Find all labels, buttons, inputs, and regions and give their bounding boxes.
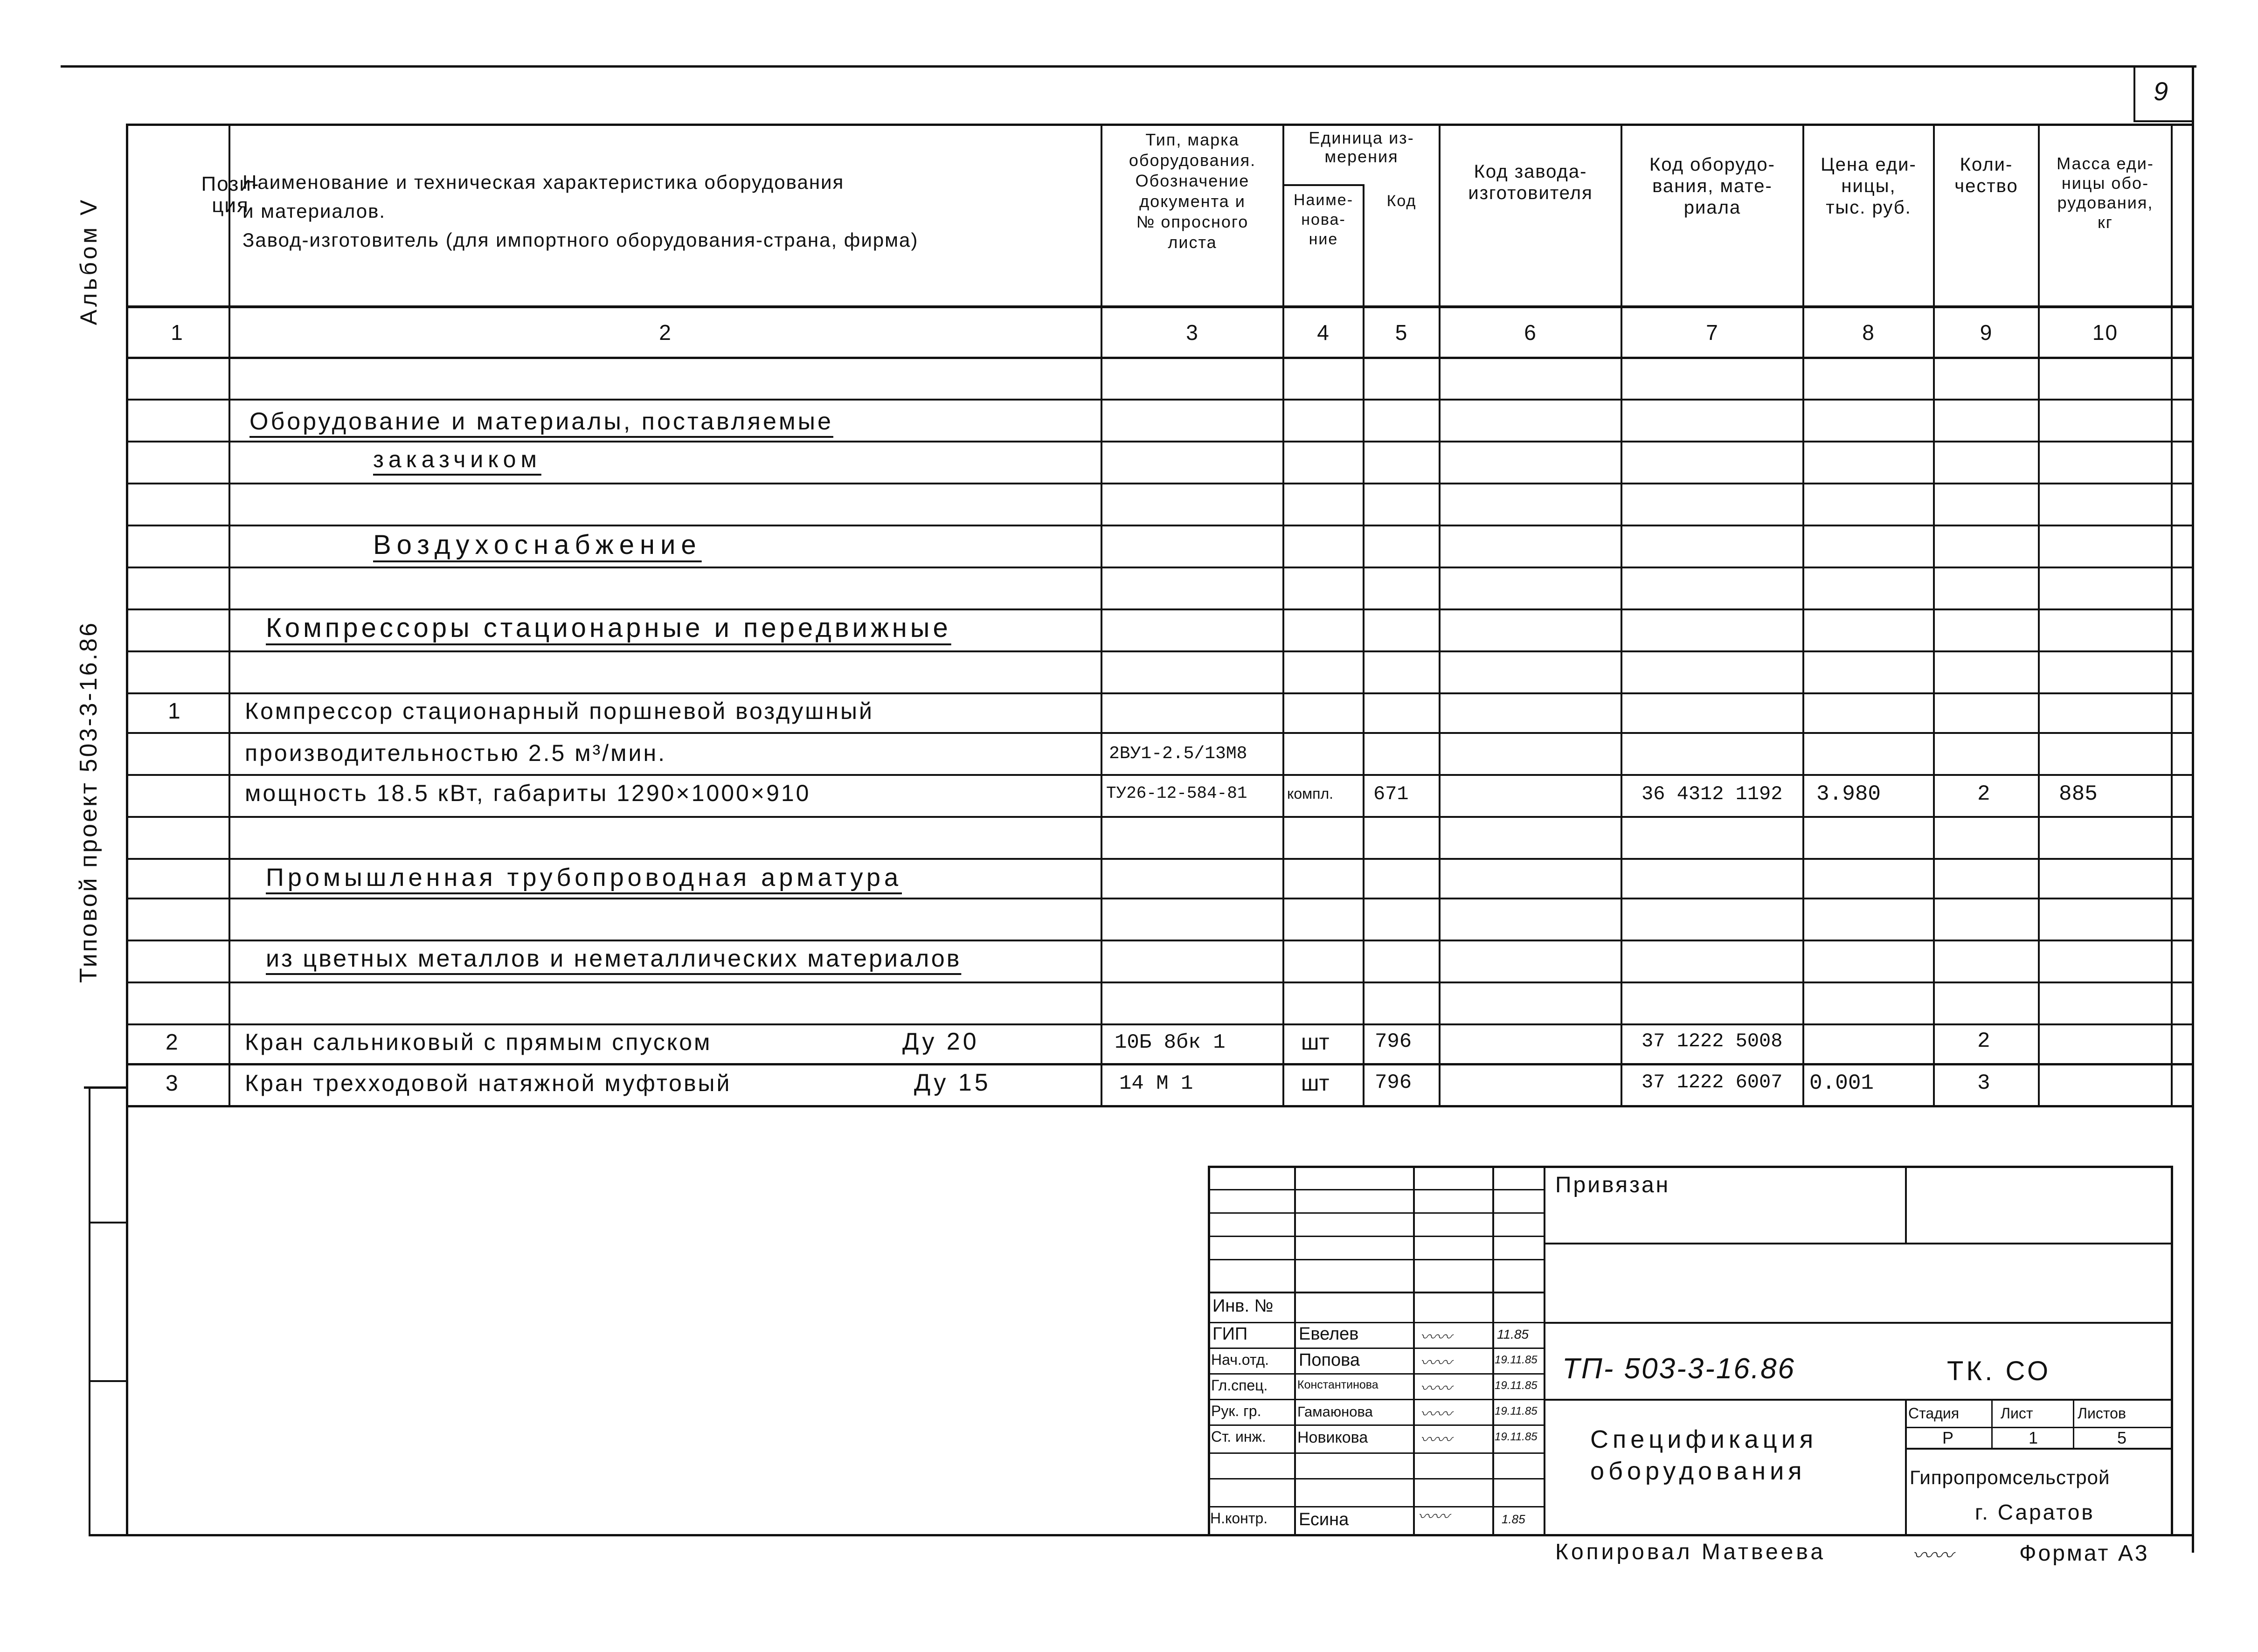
section-title-valves: Промышленная трубопроводная арматура — [266, 864, 902, 892]
signer-role-5: Ст. инж. — [1211, 1428, 1266, 1445]
header-name: Наименование и техническая характеристика оборудования и материалов. Завод-изготовитель (для импортного оборудования-страна, фирма) — [242, 171, 919, 251]
inventory-number-label: Инв. № — [1212, 1296, 1274, 1316]
document-title-line2: оборудования — [1590, 1457, 1806, 1485]
signature-5: 〰〰 — [1420, 1431, 1452, 1449]
section-title-valves-cont: из цветных металлов и неметаллических материалов — [266, 945, 962, 972]
row1-unit: компл. — [1287, 785, 1334, 802]
stage-label: Стадия — [1908, 1405, 1960, 1422]
organization-name: Гипропромсельстрой — [1910, 1466, 2110, 1488]
col-number-8: 8 — [1862, 320, 1875, 345]
row1-price: 3.980 — [1816, 782, 1881, 806]
signer-date-4: 19.11.85 — [1495, 1405, 1538, 1417]
row3-nominal-diameter: Ду 15 — [914, 1069, 991, 1096]
header-position: Пози- ция — [201, 173, 260, 217]
row3-type: 14 М 1 — [1119, 1072, 1193, 1095]
header-unit: Единица из- мерения — [1309, 128, 1414, 166]
col-number-6: 6 — [1524, 320, 1537, 345]
control-role: Н.контр. — [1210, 1510, 1268, 1527]
sheet-number: 9 — [2154, 76, 2168, 106]
signer-name-1: Евелев — [1299, 1324, 1359, 1344]
album-label: Альбом V — [76, 197, 102, 325]
header-unit-code: Код — [1386, 192, 1417, 210]
document-code: ТП- 503-3-16.86 — [1562, 1353, 1796, 1385]
sheets-label: Листов — [2078, 1405, 2126, 1422]
signer-name-4: Гамаюнова — [1297, 1403, 1373, 1420]
header-price: Цена еди- ницы, тыс. руб. — [1821, 154, 1917, 218]
row3-unit: шт — [1301, 1071, 1330, 1096]
col-number-5: 5 — [1395, 320, 1408, 345]
row3-price: 0.001 — [1809, 1071, 1874, 1095]
signature-3: 〰〰 — [1420, 1379, 1452, 1398]
row2-nominal-diameter: Ду 20 — [902, 1028, 979, 1055]
row2-unit-code: 796 — [1375, 1030, 1412, 1053]
row2-unit: шт — [1301, 1030, 1330, 1055]
col-number-9: 9 — [1980, 320, 1993, 345]
stage-value: Р — [1942, 1428, 1954, 1447]
row3-equipment-code: 37 1222 6007 — [1642, 1071, 1783, 1093]
section-title-compressors: Компрессоры стационарные и передвижные — [266, 613, 951, 643]
signature-1: 〰〰 — [1420, 1328, 1452, 1347]
sheet-value: 1 — [2029, 1428, 2038, 1447]
paper-format: Формат А3 — [2019, 1541, 2149, 1566]
project-label: Типовой проект 503-3-16.86 — [75, 621, 102, 983]
header-type: Тип, марка оборудования. Обозначение документа и № опросного листа — [1129, 130, 1256, 252]
section-title-supply: Оборудование и материалы, поставляемые — [249, 408, 833, 435]
signer-role-3: Гл.спец. — [1211, 1377, 1268, 1394]
signer-name-3: Константинова — [1297, 1378, 1378, 1391]
signer-role-2: Нач.отд. — [1211, 1351, 1269, 1368]
col-number-4: 4 — [1317, 320, 1330, 345]
row2-quantity: 2 — [1977, 1029, 1990, 1053]
row1-name-cont2: мощность 18.5 кВт, габариты 1290×1000×910 — [245, 780, 811, 806]
row2-position: 2 — [166, 1030, 178, 1055]
col-number-7: 7 — [1706, 320, 1719, 345]
signer-name-5: Новикова — [1297, 1429, 1368, 1446]
control-date: 1.85 — [1502, 1512, 1525, 1526]
row2-name: Кран сальниковый с прямым спуском — [245, 1029, 712, 1055]
signature-4: 〰〰 — [1420, 1405, 1452, 1424]
row1-mass: 885 — [2059, 782, 2098, 806]
signer-date-1: 11.85 — [1497, 1327, 1529, 1341]
row1-unit-code: 671 — [1373, 783, 1409, 805]
sheets-value: 5 — [2117, 1428, 2127, 1447]
section-title-air-supply: Воздухоснабжение — [373, 530, 702, 560]
row1-type-doc: ТУ26-12-584-81 — [1106, 784, 1247, 803]
row1-equipment-code: 36 4312 1192 — [1642, 783, 1783, 805]
signer-role-1: ГИП — [1212, 1324, 1248, 1344]
row1-quantity: 2 — [1977, 782, 1990, 806]
col-number-3: 3 — [1186, 320, 1199, 345]
row3-position: 3 — [166, 1071, 178, 1096]
document-title-line1: Спецификация — [1590, 1425, 1818, 1453]
copier-signature: 〰〰 — [1912, 1544, 1953, 1568]
signer-role-4: Рук. гр. — [1211, 1403, 1261, 1419]
row1-name-cont: производительностью 2.5 м³/мин. — [245, 740, 666, 766]
row1-type: 2ВУ1-2.5/13М8 — [1109, 744, 1247, 764]
row3-quantity: 3 — [1977, 1071, 1990, 1095]
row2-equipment-code: 37 1222 5008 — [1642, 1030, 1783, 1052]
document-mark: ТК. СО — [1947, 1356, 2051, 1386]
col-number-10: 10 — [2092, 320, 2119, 345]
sheet-label: Лист — [2001, 1405, 2033, 1422]
copied-by: Копировал Матвеева — [1555, 1540, 1826, 1564]
row3-name: Кран трехходовой натяжной муфтовый — [245, 1070, 732, 1096]
col-number-2: 2 — [659, 320, 672, 345]
row1-name: Компрессор стационарный поршневой воздушный — [245, 698, 874, 724]
bound-label: Привязан — [1555, 1173, 1670, 1197]
organization-city: г. Саратов — [1975, 1500, 2095, 1524]
control-signature: 〰〰 — [1418, 1507, 1449, 1526]
col-number-1: 1 — [171, 320, 184, 345]
signature-2: 〰〰 — [1420, 1354, 1452, 1372]
signer-name-2: Попова — [1299, 1350, 1360, 1370]
header-unit-name: Наиме- нова- ние — [1293, 191, 1354, 248]
section-title-supply-cont: заказчиком — [373, 446, 541, 472]
control-name: Есина — [1299, 1510, 1349, 1529]
header-maker-code: Код завода- изготовителя — [1468, 161, 1593, 203]
signer-date-3: 19.11.85 — [1495, 1379, 1538, 1392]
row1-position: 1 — [168, 699, 180, 724]
header-equipment-code: Код оборудо- вания, мате- риала — [1649, 154, 1775, 218]
signer-date-2: 19.11.85 — [1495, 1354, 1538, 1366]
header-mass: Масса еди- ницы обо- рудования, кг — [2057, 154, 2154, 232]
row2-type: 10Б 8бк 1 — [1115, 1031, 1226, 1054]
header-quantity: Коли- чество — [1954, 154, 2018, 196]
row3-unit-code: 796 — [1375, 1071, 1412, 1094]
signer-date-5: 19.11.85 — [1495, 1431, 1538, 1443]
